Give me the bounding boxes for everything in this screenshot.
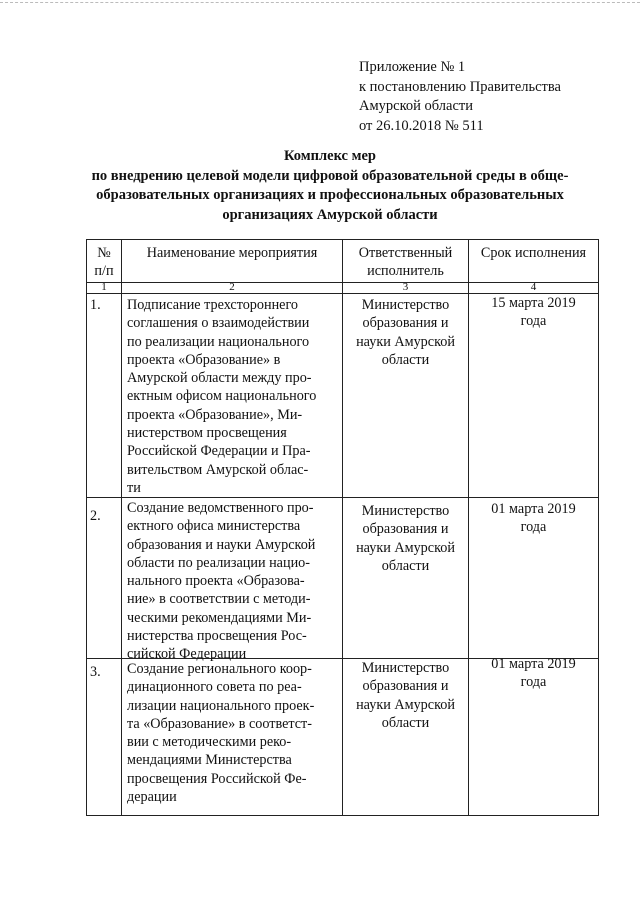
deadline-line: года [520,519,547,536]
title-line: Комплекс мер [284,148,376,164]
executor-line: образования и [362,315,449,332]
header-deadline-line: Срок исполнения [480,245,587,261]
executor-line: Министерство [361,297,450,313]
measure-name-line: просвещения Российской Фе- [127,770,307,787]
row-number: 1. [90,297,101,313]
column-number: 1 [101,281,107,293]
measure-name-line: соглашения о взаимодействии [127,315,310,332]
column-number: 3 [402,281,409,293]
measure-name-line: ческими рекомендациями Ми- [127,609,312,626]
measure-name-line: по реализации национального [127,333,310,350]
measure-name-line: сийской Федерации [127,646,247,663]
header-deadline [469,244,598,262]
appendix-line: Амурской области [359,98,473,114]
measure-name-line: ектного офиса министерства [127,518,301,535]
measure-name-line: Создание регионального коор- [127,661,312,677]
deadline [469,294,598,331]
executor-line: области [381,714,430,731]
deadline-line: 01 марта 2019 [491,501,576,517]
measure-name [127,296,341,497]
measure-name [127,660,341,806]
executor-line: науки Амурской [356,696,455,713]
measure-name-line: нистерством просвещения [127,425,287,442]
measure-name-line: образования и науки Амурской [127,536,316,553]
executor-line: Министерство [361,503,450,519]
row-number: 3. [90,664,101,680]
measure-name-line: та «Образование» в соответст- [127,715,312,732]
measure-name-line: мендациями Министерства [127,752,292,769]
measure-name-line: лизации национального проек- [127,697,315,714]
header-name-line: Наименование мероприятия [146,245,318,261]
measure-name-line: Создание ведомственного про- [127,500,314,516]
responsible-executor [343,659,468,732]
measure-name-line: ние» в соответствии с методи- [127,591,311,608]
table-col-divider [121,239,122,816]
executor-line: образования и [362,678,449,695]
header-num-line: № [97,245,111,261]
measure-name-line: нального проекта «Образова- [127,573,305,590]
measure-name [127,499,341,664]
column-number: 4 [530,281,537,293]
scan-edge [0,0,640,8]
table-right-border [598,239,599,816]
header-executor-line: Ответственный [358,245,453,261]
measure-name-line: области по реализации нацио- [127,554,310,571]
deadline [469,500,598,537]
deadline [469,655,598,692]
column-number: 2 [229,281,235,293]
executor-line: науки Амурской [356,539,455,556]
deadline-line: года [520,674,547,691]
deadline-line: 15 марта 2019 [491,295,576,311]
deadline-line: года [520,313,547,330]
executor-line: области [381,557,430,574]
measure-name-line: Российской Федерации и Пра- [127,443,311,460]
title-line: организациях Амурской области [222,206,438,223]
header-executor-line: исполнитель [367,263,444,280]
header-executor [343,244,468,281]
measure-name-line: дерации [127,789,177,806]
executor-line: Министерство [361,660,450,676]
appendix-line: Приложение № 1 [359,59,466,75]
header-num [87,244,121,281]
header-name [122,244,342,262]
deadline-line: 01 марта 2019 [491,656,576,672]
title-line: по внедрению целевой модели цифровой образовательной среды в обще- [91,167,569,184]
measure-name-line: Амурской области между про- [127,370,312,387]
executor-line: образования и [362,521,449,538]
measure-name-line: Подписание трехстороннего [127,297,299,313]
table-left-border [86,239,87,816]
measure-name-line: нистерства просвещения Рос- [127,628,307,645]
measure-name-line: динационного совета по реа- [127,679,302,696]
measure-name-line: вительством Амурской облас- [127,461,309,478]
appendix-reference [359,58,561,136]
measure-name-line: проекта «Образование», Ми- [127,406,303,423]
document-title [60,147,600,225]
measure-name-line: проекта «Образование» в [127,351,281,368]
responsible-executor [343,296,468,369]
appendix-line: к постановлению Правительства [359,78,561,95]
responsible-executor [343,502,468,575]
measure-name-line: ти [127,479,141,496]
measure-name-line: ектным офисом национального [127,388,317,405]
header-num-line: п/п [94,263,114,280]
executor-line: области [381,351,430,368]
title-line: образовательных организациях и профессиональных образовательных [96,187,564,203]
appendix-line: от 26.10.2018 № 511 [359,117,484,134]
measure-name-line: вии с методическими реко- [127,734,292,751]
executor-line: науки Амурской [356,333,455,350]
row-number: 2. [90,508,101,524]
